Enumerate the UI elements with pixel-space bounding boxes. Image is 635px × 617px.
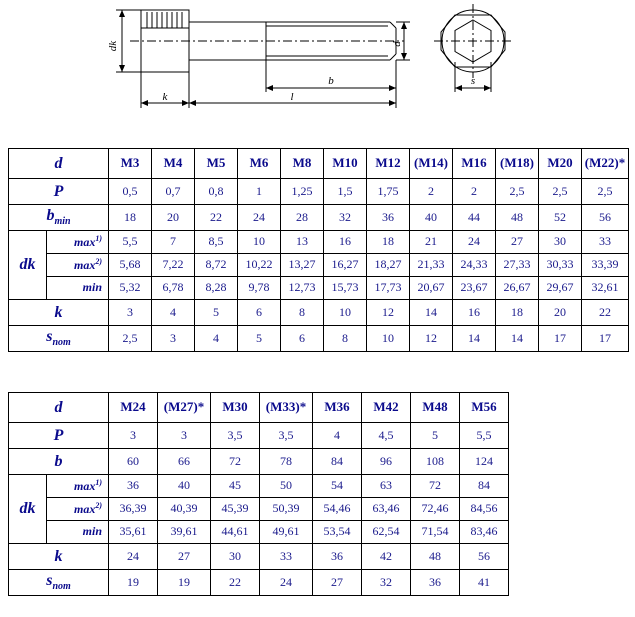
cell-dkmax2-7: 21,33 [410, 254, 453, 277]
header-size-10: M20 [539, 149, 582, 179]
t2-cell-k-3: 33 [260, 544, 313, 570]
t2-cell-dkmin-0: 35,61 [109, 521, 158, 544]
t2-cell-P-3: 3,5 [260, 423, 313, 449]
cell-dkmax2-4: 13,27 [281, 254, 324, 277]
cell-P-4: 1,25 [281, 179, 324, 205]
t2-cell-s-2: 22 [211, 570, 260, 596]
cell-dkmin-4: 12,73 [281, 277, 324, 300]
cell-dkmin-7: 20,67 [410, 277, 453, 300]
cell-b-4: 28 [281, 205, 324, 231]
header-size-9: (M18) [496, 149, 539, 179]
t2-sub-label-dk-max2-sup: 2) [95, 500, 102, 510]
row-label-s [9, 326, 109, 352]
table-row-dk-max1 [9, 231, 629, 254]
cell-P-3: 1 [238, 179, 281, 205]
table2-row-b [9, 449, 509, 475]
dim-label-l: l [290, 91, 294, 103]
t2-cell-dkmax1-0: 36 [109, 475, 158, 498]
t2-cell-dkmax2-6: 72,46 [411, 498, 460, 521]
cell-P-8: 2 [453, 179, 496, 205]
cell-s-8: 14 [453, 326, 496, 352]
header-size-2: M5 [195, 149, 238, 179]
sub-label-dk-max2 [47, 254, 109, 277]
t2-header-size-0: M24 [109, 393, 158, 423]
t2-cell-P-6: 5 [411, 423, 460, 449]
cell-b-7: 40 [410, 205, 453, 231]
sub-label-dk-max1-sup: 1) [95, 233, 102, 243]
cell-P-6: 1,75 [367, 179, 410, 205]
dimension-table-metric-m24-m56 [8, 392, 509, 596]
cell-dkmin-5: 15,73 [324, 277, 367, 300]
t2-sub-label-dk-max1 [47, 475, 109, 498]
t2-cell-dkmin-5: 62,54 [362, 521, 411, 544]
row-label-k: k [9, 300, 109, 326]
cell-dkmax2-6: 18,27 [367, 254, 410, 277]
dim-label-dk: dk [107, 40, 119, 52]
cell-k-6: 12 [367, 300, 410, 326]
t2-cell-s-5: 32 [362, 570, 411, 596]
cell-dkmax2-0: 5,68 [109, 254, 152, 277]
t2-cell-b-2: 72 [211, 449, 260, 475]
cell-P-11: 2,5 [582, 179, 629, 205]
cell-dkmax1-3: 10 [238, 231, 281, 254]
table-row-dk-max2 [9, 254, 629, 277]
t2-cell-dkmin-2: 44,61 [211, 521, 260, 544]
cell-dkmin-10: 29,67 [539, 277, 582, 300]
t2-cell-dkmin-4: 53,54 [313, 521, 362, 544]
cell-dkmax2-11: 33,39 [582, 254, 629, 277]
dimension-table-metric-m3-m22 [8, 148, 629, 352]
t2-cell-dkmax2-3: 50,39 [260, 498, 313, 521]
cell-dkmax1-7: 21 [410, 231, 453, 254]
header-size-5: M10 [324, 149, 367, 179]
cell-b-2: 22 [195, 205, 238, 231]
sub-label-dk-max1 [47, 231, 109, 254]
cell-dkmax2-2: 8,72 [195, 254, 238, 277]
cell-s-1: 3 [152, 326, 195, 352]
cell-dkmax2-9: 27,33 [496, 254, 539, 277]
cell-dkmin-3: 9,78 [238, 277, 281, 300]
cell-b-10: 52 [539, 205, 582, 231]
table-row-header [9, 149, 629, 179]
t2-sub-label-dk-max1-text: max [73, 478, 96, 493]
cell-s-9: 14 [496, 326, 539, 352]
cell-dkmax1-4: 13 [281, 231, 324, 254]
row-label-dk-text: dk [19, 256, 36, 274]
t2-cell-dkmin-3: 49,61 [260, 521, 313, 544]
t2-cell-P-2: 3,5 [211, 423, 260, 449]
t2-sub-label-dk-max1-sup: 1) [95, 477, 102, 487]
cell-k-11: 22 [582, 300, 629, 326]
t2-cell-s-6: 36 [411, 570, 460, 596]
cell-dkmax2-3: 10,22 [238, 254, 281, 277]
t2-cell-P-4: 4 [313, 423, 362, 449]
t2-cell-b-0: 60 [109, 449, 158, 475]
cell-b-9: 48 [496, 205, 539, 231]
cell-k-1: 4 [152, 300, 195, 326]
t2-sub-label-dk-max2-text: max [73, 501, 96, 516]
cell-P-9: 2,5 [496, 179, 539, 205]
t2-row-label-s-text: s [46, 572, 53, 590]
cell-dkmin-11: 32,61 [582, 277, 629, 300]
header-size-0: M3 [109, 149, 152, 179]
cell-s-5: 8 [324, 326, 367, 352]
t2-cell-dkmax2-1: 40,39 [158, 498, 211, 521]
cell-dkmax2-8: 24,33 [453, 254, 496, 277]
cell-b-1: 20 [152, 205, 195, 231]
t2-cell-k-2: 30 [211, 544, 260, 570]
t2-cell-dkmax1-3: 50 [260, 475, 313, 498]
t2-cell-dkmax1-1: 40 [158, 475, 211, 498]
cell-dkmax2-10: 30,33 [539, 254, 582, 277]
t2-cell-dkmax1-6: 72 [411, 475, 460, 498]
cell-dkmax1-9: 27 [496, 231, 539, 254]
dim-label-b: b [328, 75, 334, 87]
cell-P-1: 0,7 [152, 179, 195, 205]
table-row-bmin [9, 205, 629, 231]
t2-cell-k-0: 24 [109, 544, 158, 570]
table2-row-header [9, 393, 509, 423]
cell-k-2: 5 [195, 300, 238, 326]
cell-dkmax1-0: 5,5 [109, 231, 152, 254]
table-row-pitch [9, 179, 629, 205]
t2-cell-k-5: 42 [362, 544, 411, 570]
cell-b-5: 32 [324, 205, 367, 231]
cell-dkmin-6: 17,73 [367, 277, 410, 300]
t2-sub-label-dk-min-text: min [82, 524, 102, 539]
header-label-d: d [9, 149, 109, 179]
t2-cell-P-5: 4,5 [362, 423, 411, 449]
t2-header-size-5: M42 [362, 393, 411, 423]
sub-label-dk-min [47, 277, 109, 300]
t2-cell-dkmax2-7: 84,56 [460, 498, 509, 521]
t2-cell-s-1: 19 [158, 570, 211, 596]
row-label-b [9, 205, 109, 231]
table2-row-k [9, 544, 509, 570]
cell-b-6: 36 [367, 205, 410, 231]
t2-cell-dkmax2-5: 63,46 [362, 498, 411, 521]
header-size-8: M16 [453, 149, 496, 179]
cell-k-4: 8 [281, 300, 324, 326]
cell-dkmax1-8: 24 [453, 231, 496, 254]
t2-cell-dkmax1-4: 54 [313, 475, 362, 498]
drawing-svg [0, 0, 635, 128]
header-size-11: (M22)* [582, 149, 629, 179]
t2-cell-k-6: 48 [411, 544, 460, 570]
cell-s-7: 12 [410, 326, 453, 352]
cell-b-3: 24 [238, 205, 281, 231]
cell-k-10: 20 [539, 300, 582, 326]
cell-P-7: 2 [410, 179, 453, 205]
dim-label-s: s [470, 75, 476, 87]
t2-cell-dkmin-6: 71,54 [411, 521, 460, 544]
t2-cell-dkmax2-0: 36,39 [109, 498, 158, 521]
cell-k-3: 6 [238, 300, 281, 326]
t2-cell-dkmax1-7: 84 [460, 475, 509, 498]
t2-cell-s-4: 27 [313, 570, 362, 596]
cell-s-3: 5 [238, 326, 281, 352]
row-label-b-text: b [46, 207, 55, 225]
t2-header-label-d: d [9, 393, 109, 423]
row-label-s-text: s [46, 328, 53, 346]
t2-cell-k-4: 36 [313, 544, 362, 570]
cell-P-10: 2,5 [539, 179, 582, 205]
cell-dkmax1-2: 8,5 [195, 231, 238, 254]
sub-label-dk-max2-sup: 2) [95, 256, 102, 266]
cell-k-8: 16 [453, 300, 496, 326]
t2-row-label-k: k [9, 544, 109, 570]
table2-row-snom [9, 570, 509, 596]
cell-k-5: 10 [324, 300, 367, 326]
cell-P-5: 1,5 [324, 179, 367, 205]
table2-row-dk-max2 [9, 498, 509, 521]
row-label-P: P [9, 179, 109, 205]
t2-header-size-7: M56 [460, 393, 509, 423]
header-size-3: M6 [238, 149, 281, 179]
t2-row-label-s-sub: nom [52, 581, 71, 593]
t2-cell-b-4: 84 [313, 449, 362, 475]
t2-cell-k-1: 27 [158, 544, 211, 570]
cell-P-0: 0,5 [109, 179, 152, 205]
cell-b-8: 44 [453, 205, 496, 231]
t2-header-size-6: M48 [411, 393, 460, 423]
t2-sub-label-dk-min [47, 521, 109, 544]
cell-dkmax2-1: 7,22 [152, 254, 195, 277]
cell-dkmax1-5: 16 [324, 231, 367, 254]
t2-header-size-3: (M33)* [260, 393, 313, 423]
t2-cell-s-3: 24 [260, 570, 313, 596]
t2-cell-P-0: 3 [109, 423, 158, 449]
table-row-dk-min [9, 277, 629, 300]
cell-k-0: 3 [109, 300, 152, 326]
t2-cell-P-1: 3 [158, 423, 211, 449]
cell-dkmin-0: 5,32 [109, 277, 152, 300]
header-size-4: M8 [281, 149, 324, 179]
t2-cell-dkmax1-2: 45 [211, 475, 260, 498]
t2-cell-dkmin-1: 39,61 [158, 521, 211, 544]
cell-dkmax1-10: 30 [539, 231, 582, 254]
cell-k-9: 18 [496, 300, 539, 326]
t2-cell-dkmax1-5: 63 [362, 475, 411, 498]
t2-row-label-P: P [9, 423, 109, 449]
t2-cell-dkmax2-2: 45,39 [211, 498, 260, 521]
t2-cell-dkmax2-4: 54,46 [313, 498, 362, 521]
t2-header-size-1: (M27)* [158, 393, 211, 423]
t2-row-label-dk-text: dk [19, 500, 36, 518]
cell-b-11: 56 [582, 205, 629, 231]
header-size-6: M12 [367, 149, 410, 179]
t2-cell-s-0: 19 [109, 570, 158, 596]
t2-row-label-s [9, 570, 109, 596]
t2-header-size-4: M36 [313, 393, 362, 423]
row-label-dk [9, 231, 47, 300]
cell-dkmin-2: 8,28 [195, 277, 238, 300]
cell-dkmax1-6: 18 [367, 231, 410, 254]
table-row-snom [9, 326, 629, 352]
row-label-b-sub: min [54, 216, 71, 228]
row-label-s-sub: nom [52, 337, 71, 349]
cell-s-0: 2,5 [109, 326, 152, 352]
t2-cell-b-3: 78 [260, 449, 313, 475]
t2-cell-b-6: 108 [411, 449, 460, 475]
t2-cell-s-7: 41 [460, 570, 509, 596]
t2-cell-P-7: 5,5 [460, 423, 509, 449]
cell-s-4: 6 [281, 326, 324, 352]
sub-label-dk-max2-text: max [73, 257, 96, 272]
table2-row-dk-max1 [9, 475, 509, 498]
t2-cell-dkmin-7: 83,46 [460, 521, 509, 544]
cell-dkmax1-11: 33 [582, 231, 629, 254]
cell-s-6: 10 [367, 326, 410, 352]
cell-dkmax1-1: 7 [152, 231, 195, 254]
cell-s-11: 17 [582, 326, 629, 352]
cell-dkmin-8: 23,67 [453, 277, 496, 300]
header-size-1: M4 [152, 149, 195, 179]
cell-dkmax2-5: 16,27 [324, 254, 367, 277]
t2-cell-b-5: 96 [362, 449, 411, 475]
t2-sub-label-dk-max2 [47, 498, 109, 521]
sub-label-dk-min-text: min [82, 280, 102, 295]
socket-head-cap-screw-drawing [0, 0, 635, 128]
cell-dkmin-9: 26,67 [496, 277, 539, 300]
cell-k-7: 14 [410, 300, 453, 326]
cell-b-0: 18 [109, 205, 152, 231]
table2-row-dk-min [9, 521, 509, 544]
t2-header-size-2: M30 [211, 393, 260, 423]
dim-label-k: k [162, 91, 168, 103]
t2-cell-b-1: 66 [158, 449, 211, 475]
t2-cell-b-7: 124 [460, 449, 509, 475]
sub-label-dk-max1-text: max [73, 234, 96, 249]
header-size-7: (M14) [410, 149, 453, 179]
cell-P-2: 0,8 [195, 179, 238, 205]
cell-s-10: 17 [539, 326, 582, 352]
t2-row-label-dk [9, 475, 47, 544]
table2-row-pitch [9, 423, 509, 449]
cell-dkmin-1: 6,78 [152, 277, 195, 300]
t2-cell-k-7: 56 [460, 544, 509, 570]
dim-label-d: d [391, 41, 403, 47]
cell-s-2: 4 [195, 326, 238, 352]
t2-row-label-b: b [9, 449, 109, 475]
table-row-k [9, 300, 629, 326]
